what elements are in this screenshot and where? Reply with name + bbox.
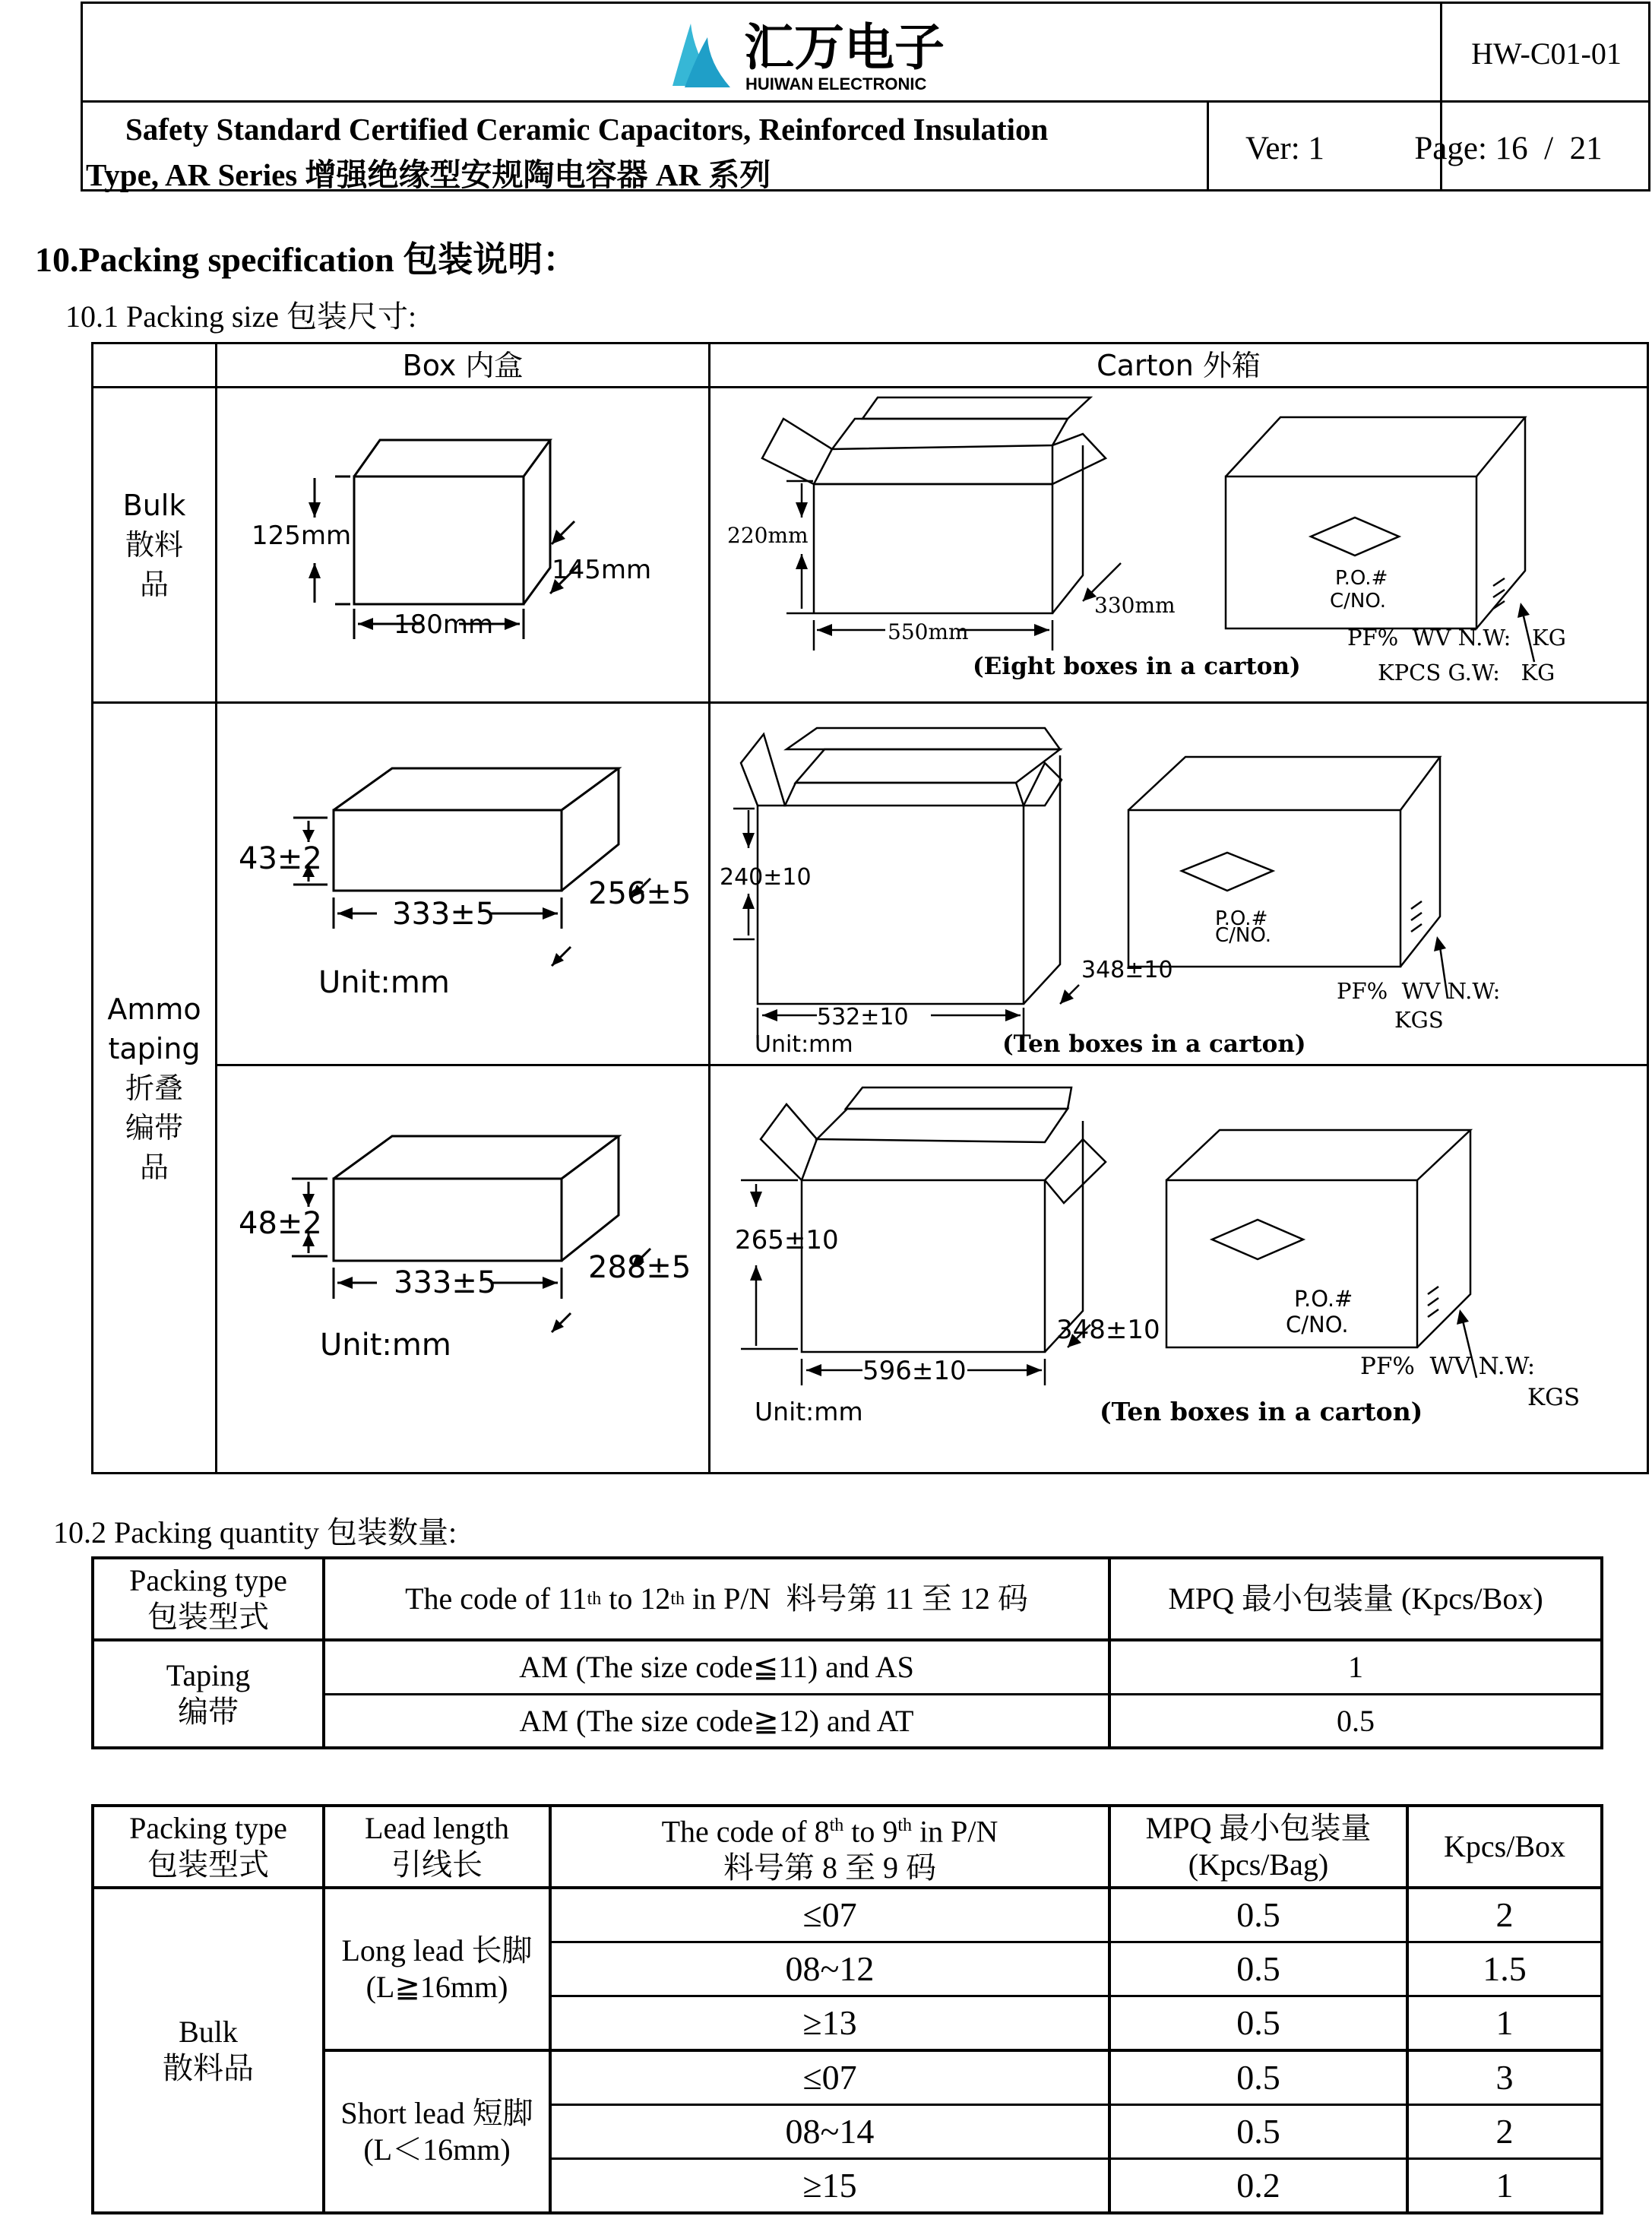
t2-row5-kpcs: 2 [1495, 2112, 1514, 2151]
ammo2-carton-width: 596±10 [862, 1356, 967, 1386]
t2-row1-kpcs: 2 [1495, 1895, 1514, 1934]
bulk-label-line1: PF% WV N.W: KG [1347, 625, 1566, 651]
t2-row3-mpq: 0.5 [1236, 2003, 1280, 2042]
t2-header-sup2: th [897, 1815, 913, 1835]
ammo2-carton-drawing [710, 1066, 1647, 1472]
bulk-box-height: 125mm [252, 521, 352, 551]
bulk-carton-drawing [710, 388, 1647, 701]
ammo2-carton-height: 265±10 [735, 1225, 839, 1255]
ammo1-carton-drawing [710, 704, 1647, 1064]
t1-header-code-c: in P/N 料号第 11 至 12 码 [685, 1581, 1028, 1616]
t2-header-mpq: MPQ 最小包装量 (Kpcs/Bag) [1145, 1811, 1372, 1882]
ammo2-carton-note: (Ten boxes in a carton) [1100, 1397, 1423, 1426]
t2-short-lead: Short lead 短脚 (L＜16mm) [340, 2096, 533, 2167]
col-header-box: Box 内盒 [402, 348, 524, 382]
t1-row1-mpq: 1 [1348, 1650, 1363, 1684]
t2-header-code [552, 1807, 1108, 1886]
document-header [81, 2, 1650, 192]
logo-en-text: HUIWAN ELECTRONIC [745, 74, 927, 93]
t2-type-bulk: Bulk 散料品 [163, 2015, 254, 2085]
ammo2-box-depth: 288±5 [588, 1250, 691, 1285]
bulk-box-drawing [217, 388, 708, 701]
ammo2-label-line1: PF% WV N.W: [1360, 1353, 1536, 1380]
doc-page-number: Page: 16 / 21 [1414, 130, 1603, 166]
t2-row4-mpq: 0.5 [1236, 2058, 1280, 2097]
ammo2-box-height: 48±2 [239, 1206, 322, 1241]
t2-row1-code: ≤07 [802, 1895, 857, 1934]
ammo1-box-depth: 256±5 [588, 876, 691, 911]
t1-header-mpq: MPQ 最小包装量 (Kpcs/Box) [1168, 1581, 1543, 1616]
t2-row3-kpcs: 1 [1495, 2003, 1514, 2042]
t2-header-code-a: The code of 8 [661, 1814, 830, 1849]
ammo2-label-cno: C/NO. [1286, 1312, 1349, 1338]
ammo1-box-height: 43±2 [239, 841, 322, 876]
ammo1-label-line2: KGS [1394, 1007, 1444, 1033]
company-logo [668, 17, 979, 93]
t2-row5-code: 08~14 [785, 2112, 875, 2151]
t1-header-code-a: The code of 11 [405, 1581, 587, 1616]
t1-header-type: Packing type 包装型式 [129, 1563, 287, 1634]
t1-header-sup1: th [587, 1589, 602, 1609]
ammo2-label-po: P.O.# [1294, 1286, 1353, 1312]
t2-header-code-c: in P/N [912, 1814, 998, 1849]
row-header-bulk: Bulk 散料 品 [122, 489, 186, 601]
t2-row1-mpq: 0.5 [1236, 1895, 1280, 1934]
ammo1-box-width: 333±5 [392, 897, 495, 932]
ammo2-carton-unit: Unit:mm [755, 1397, 863, 1426]
t2-row3-code: ≥13 [802, 2003, 857, 2042]
t2-long-lead: Long lead 长脚 (L≧16mm) [341, 1933, 533, 2004]
row-header-ammo: Ammo taping 折叠 编带 品 [107, 992, 201, 1184]
ammo1-label-cno: C/NO. [1215, 924, 1272, 947]
t2-header-code-b: to 9 [843, 1814, 898, 1849]
ammo1-label-line1: PF% WV N.W: [1337, 978, 1501, 1004]
bulk-label-po: P.O.# [1335, 567, 1388, 590]
logo-cn-text: 汇万电子 [744, 18, 945, 77]
t1-row2-code: AM (The size code≧12) and AT [519, 1703, 914, 1738]
t1-header-code-b: to 12 [601, 1581, 671, 1616]
ammo1-carton-unit: Unit:mm [755, 1031, 853, 1058]
t2-row2-code: 08~12 [785, 1949, 875, 1988]
t2-row5-mpq: 0.5 [1236, 2112, 1280, 2151]
t2-row6-code: ≥15 [802, 2166, 857, 2205]
ammo1-label-po: P.O.# [1215, 907, 1268, 930]
t1-row1-code: AM (The size code≦11) and AS [519, 1650, 914, 1684]
ammo1-carton-note: (Ten boxes in a carton) [1002, 1030, 1306, 1058]
t2-header-kpcs: Kpcs/Box [1444, 1829, 1565, 1863]
doc-title-line2: Type, AR Series 增强绝缘型安规陶电容器 AR 系列 [86, 157, 771, 192]
packing-qty-heading: 10.2 Packing quantity 包装数量: [53, 1515, 457, 1550]
ammo2-box-unit: Unit:mm [320, 1328, 451, 1363]
packing-size-table [91, 342, 1649, 1474]
t2-row2-kpcs: 1.5 [1483, 1949, 1527, 1988]
qty-table-taping [91, 1556, 1603, 1749]
bulk-carton-depth: 330mm [1094, 593, 1176, 618]
ammo1-box-unit: Unit:mm [318, 965, 450, 1000]
t1-header-code [325, 1559, 1108, 1638]
ammo1-carton-depth: 348±10 [1081, 957, 1173, 983]
t2-row4-code: ≤07 [802, 2058, 857, 2097]
bulk-box-depth: 145mm [552, 555, 652, 585]
bulk-label-cno: C/NO. [1330, 590, 1387, 613]
ammo2-box-width: 333±5 [394, 1265, 497, 1300]
ammo1-box-drawing [217, 704, 708, 1064]
section-heading: 10.Packing specification 包装说明： [35, 240, 578, 279]
bulk-carton-height: 220mm [727, 523, 809, 548]
ammo1-carton-height: 240±10 [720, 864, 812, 891]
packing-size-heading: 10.1 Packing size 包装尺寸: [65, 299, 417, 334]
t2-header-sup1: th [829, 1815, 844, 1835]
t2-header-lead: Lead length 引线长 [365, 1811, 509, 1882]
t2-row4-kpcs: 3 [1495, 2058, 1514, 2097]
t2-row6-mpq: 0.2 [1236, 2166, 1280, 2205]
ammo2-carton-depth: 348±10 [1056, 1315, 1160, 1345]
bulk-label-line2: KPCS G.W: KG [1378, 660, 1555, 685]
t2-row2-mpq: 0.5 [1236, 1949, 1280, 1988]
t1-row2-mpq: 0.5 [1337, 1703, 1375, 1738]
bulk-carton-note: (Eight boxes in a carton) [973, 653, 1301, 680]
ammo2-label-line2: KGS [1527, 1384, 1581, 1411]
col-header-carton: Carton 外箱 [1097, 348, 1261, 382]
t2-row6-kpcs: 1 [1495, 2166, 1514, 2205]
t2-header-code-d: 料号第 8 至 9 码 [723, 1850, 936, 1885]
ammo2-box-drawing [217, 1066, 708, 1472]
t1-type-taping: Taping 编带 [166, 1658, 251, 1729]
doc-code: HW-C01-01 [1471, 36, 1622, 71]
doc-title [86, 106, 1203, 198]
ammo1-carton-width: 532±10 [817, 1004, 909, 1030]
bulk-carton-width: 550mm [888, 619, 969, 644]
qty-table-bulk [91, 1804, 1603, 2214]
doc-version: Ver: 1 [1245, 130, 1324, 166]
doc-title-line1: Safety Standard Certified Ceramic Capacitors, Reinforced Insulation [125, 112, 1049, 147]
t2-header-type: Packing type 包装型式 [129, 1811, 287, 1882]
t1-header-sup2: th [670, 1589, 685, 1609]
bulk-box-width: 180mm [394, 609, 494, 640]
